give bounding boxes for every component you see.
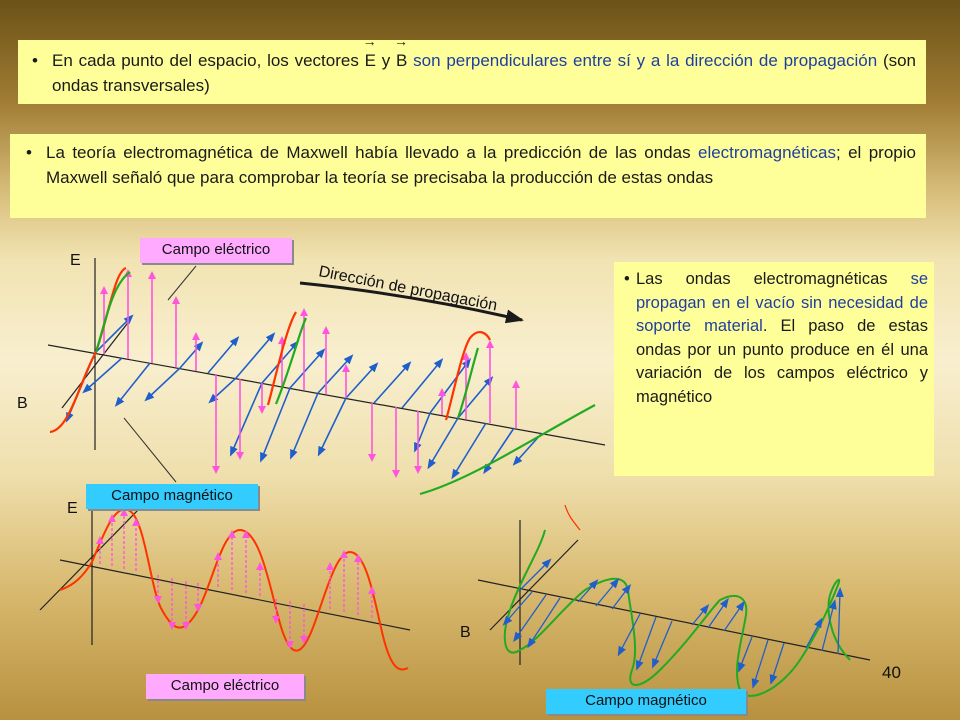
label-campo-electrico-bottom: Campo eléctrico bbox=[146, 674, 304, 699]
bullet: • bbox=[624, 270, 630, 288]
bullet: • bbox=[26, 143, 32, 162]
label-campo-magnetico-left: Campo magnético bbox=[86, 484, 258, 509]
note1-join: y bbox=[375, 51, 397, 70]
vector-e-letter: E bbox=[364, 51, 376, 70]
main-axis-b-label: B bbox=[17, 395, 28, 412]
note3-part2: se propagan en el vacío sin necesidad de soporte material bbox=[636, 270, 928, 335]
sub-axis-e-label: E bbox=[67, 500, 78, 517]
note2-part1: La teoría electromagnética de Maxwell había llevado a la predicción de las ondas bbox=[46, 143, 698, 162]
label-campo-magnetico-bottom: Campo magnético bbox=[546, 689, 746, 714]
slide-number: 40 bbox=[882, 663, 901, 682]
note1-part3: dirección de propagación bbox=[685, 51, 878, 70]
electric-subdiagram bbox=[40, 503, 410, 670]
vector-b-letter: B bbox=[396, 51, 408, 70]
sub-magnetic-wave bbox=[505, 530, 850, 696]
note1-part4: (son ondas transversales) bbox=[52, 51, 917, 95]
note1-part1: En cada punto del espacio, los vectores bbox=[52, 51, 365, 70]
vector-arrow: → bbox=[362, 33, 377, 49]
note3-part1: Las ondas electromagnéticas bbox=[636, 270, 911, 288]
sub-e-b-axis bbox=[40, 508, 140, 610]
main-axis-e-label: E bbox=[70, 252, 81, 269]
magnetic-subdiagram bbox=[478, 505, 870, 696]
propagation-direction-label: Dirección de propagación bbox=[317, 263, 499, 315]
sub-b-propagation-axis bbox=[478, 580, 870, 660]
label-campo-electrico-top: Campo eléctrico bbox=[140, 238, 292, 263]
leader-magnetic bbox=[124, 418, 176, 482]
note1-part2: son perpendiculares entre sí y a la bbox=[407, 51, 686, 70]
vector-arrow: → bbox=[394, 33, 409, 49]
bullet: • bbox=[32, 51, 38, 70]
note3-part3: . El paso de estas ondas por un punto produce en él una variación de los campos eléctrico y magnético bbox=[636, 317, 928, 406]
leader-electric bbox=[168, 266, 196, 300]
magnetic-field-arrows bbox=[68, 318, 542, 475]
sub-axis-b-label: B bbox=[460, 624, 471, 641]
sub-red-fragment bbox=[565, 505, 580, 530]
main-b-axis bbox=[62, 320, 130, 408]
note2-part2: electromagnéticas bbox=[697, 143, 836, 162]
note2-part3: ; el propio Maxwell señaló que para comprobar la teoría se precisaba la producción de estas ondas bbox=[46, 143, 916, 187]
sub-magnetic-arrows bbox=[506, 562, 840, 684]
